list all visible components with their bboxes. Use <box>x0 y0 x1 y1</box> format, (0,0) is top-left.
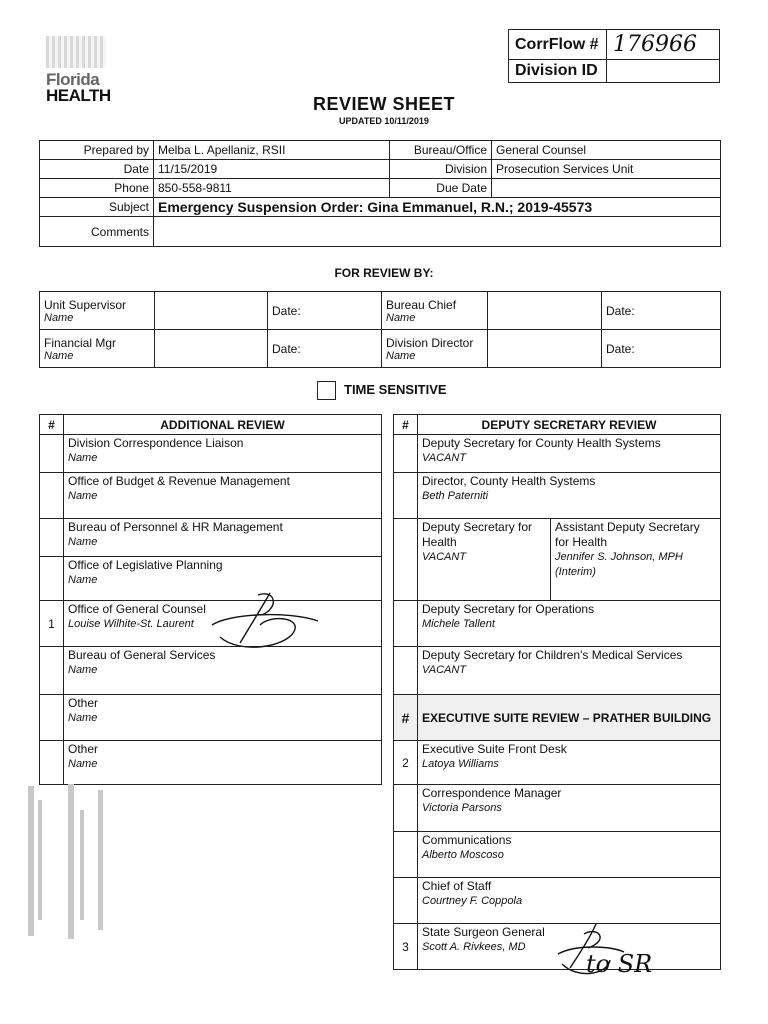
additional-row-num[interactable]: 1 <box>40 601 64 647</box>
bureau-chief-signature[interactable] <box>488 292 602 330</box>
unit-supervisor-name: Name <box>44 311 74 324</box>
row-title: Division Correspondence Liaison <box>68 436 244 450</box>
row-name: Name <box>68 490 98 502</box>
financial-mgr-name: Name <box>44 349 74 362</box>
additional-review-header: ADDITIONAL REVIEW <box>64 415 382 435</box>
exec-row-num[interactable] <box>394 832 418 878</box>
subject-label: Subject <box>40 198 154 217</box>
row-name: VACANT <box>422 664 467 676</box>
exec-row-num[interactable]: 3 <box>394 924 418 970</box>
exec-row-num[interactable]: 2 <box>394 741 418 785</box>
corrflow-label: CorrFlow # <box>509 30 607 60</box>
row-name: Scott A. Rivkees, MD <box>422 941 526 953</box>
deputy-row <box>551 519 721 601</box>
unit-supervisor-date[interactable]: Date: <box>268 292 382 330</box>
unit-supervisor-label: Unit Supervisor <box>44 297 127 312</box>
financial-mgr-date[interactable]: Date: <box>268 330 382 368</box>
row-title: Assistant Deputy Secretary for Health <box>555 520 700 549</box>
received-stamp-icon <box>18 780 118 950</box>
row-title: Director, County Health Systems <box>422 474 596 488</box>
prepared-table <box>39 140 721 247</box>
phone-label: Phone <box>40 179 154 198</box>
bureau-chief-name: Name <box>386 311 416 324</box>
row-title: Bureau of General Services <box>68 648 216 662</box>
row-name: Name <box>68 664 98 676</box>
prepared-by-label: Prepared by <box>40 141 154 160</box>
additional-review-table <box>39 414 382 785</box>
for-review-heading: FOR REVIEW BY: <box>334 266 434 280</box>
row-name: VACANT <box>422 551 467 563</box>
due-date-value[interactable] <box>492 179 721 198</box>
prepared-by-value[interactable]: Melba L. Apellaniz, RSII <box>154 141 390 160</box>
deputy-review-header: DEPUTY SECRETARY REVIEW <box>418 415 721 435</box>
deputy-row-num[interactable] <box>394 601 418 647</box>
phone-value[interactable]: 850-558-9811 <box>154 179 390 198</box>
additional-row-num[interactable] <box>40 741 64 785</box>
row-name: Name <box>68 758 98 770</box>
page-title: REVIEW SHEET <box>312 94 456 114</box>
row-title: Deputy Secretary for Health <box>422 520 533 549</box>
row-title: Bureau of Personnel & HR Management <box>68 520 283 534</box>
division-director-date[interactable]: Date: <box>602 330 721 368</box>
additional-row-num[interactable] <box>40 519 64 557</box>
row-title: Correspondence Manager <box>422 786 562 800</box>
additional-row <box>64 601 382 647</box>
additional-row-num[interactable] <box>40 647 64 695</box>
bureau-chief-label: Bureau Chief <box>386 297 457 312</box>
logo-health: HEALTH <box>46 86 111 105</box>
additional-row <box>64 695 382 741</box>
time-sensitive <box>317 381 447 400</box>
row-name: Jennifer S. Johnson, MPH (Interim) <box>555 551 683 578</box>
exec-hash: # <box>394 695 418 741</box>
time-sensitive-checkbox[interactable] <box>317 381 336 400</box>
additional-row-num[interactable] <box>40 557 64 601</box>
row-title: Office of Budget & Revenue Management <box>68 474 290 488</box>
deputy-row <box>418 519 551 601</box>
additional-hash: # <box>40 415 64 435</box>
financial-mgr-cell <box>40 330 155 368</box>
additional-row <box>64 519 382 557</box>
updated-date: UPDATED 10/11/2019 <box>339 116 429 126</box>
additional-row <box>64 647 382 695</box>
deputy-row-num[interactable] <box>394 519 418 601</box>
division-id-value[interactable] <box>607 60 720 83</box>
row-title: Other <box>68 742 99 756</box>
exec-row <box>418 924 721 970</box>
additional-row <box>64 557 382 601</box>
row-title: Chief of Staff <box>422 879 492 893</box>
exec-row-num[interactable] <box>394 878 418 924</box>
exec-row <box>418 785 721 832</box>
deputy-row <box>418 435 721 473</box>
exec-row <box>418 832 721 878</box>
exec-row-num[interactable] <box>394 785 418 832</box>
row-name: Name <box>68 712 98 724</box>
row-name: Name <box>68 574 98 586</box>
corrflow-value[interactable]: 176966 <box>607 30 720 60</box>
handwritten-to-sr: to SR <box>586 950 653 978</box>
row-name: Alberto Moscoso <box>422 849 504 861</box>
deputy-row-num[interactable] <box>394 435 418 473</box>
row-name: Beth Paterniti <box>422 490 489 502</box>
unit-supervisor-signature[interactable] <box>155 292 268 330</box>
time-sensitive-label: TIME SENSITIVE <box>344 381 447 397</box>
additional-row-num[interactable] <box>40 435 64 473</box>
row-name: Victoria Parsons <box>422 802 502 814</box>
division-value[interactable]: Prosecution Services Unit <box>492 160 721 179</box>
exec-row <box>418 741 721 785</box>
bureau-chief-cell <box>382 292 488 330</box>
date-value[interactable]: 11/15/2019 <box>154 160 390 179</box>
division-director-label: Division Director <box>386 335 474 350</box>
row-title: Deputy Secretary for Children's Medical Services <box>422 648 683 662</box>
logo-florida: Florida <box>46 70 100 89</box>
row-title: Office of Legislative Planning <box>68 558 223 572</box>
additional-row <box>64 473 382 519</box>
financial-mgr-label: Financial Mgr <box>44 335 117 350</box>
bureau-value[interactable]: General Counsel <box>492 141 721 160</box>
row-title: Office of General Counsel <box>68 602 206 616</box>
row-name: Louise Wilhite-St. Laurent <box>68 618 194 630</box>
subject-value[interactable]: Emergency Suspension Order: Gina Emmanuel, R.N.; 2019-45573 <box>154 198 721 217</box>
deputy-row-num[interactable] <box>394 473 418 519</box>
deputy-row <box>418 473 721 519</box>
additional-row-num[interactable] <box>40 695 64 741</box>
exec-row <box>418 878 721 924</box>
comments-value[interactable] <box>154 217 721 247</box>
logo-mark-icon <box>46 36 106 68</box>
row-title: Deputy Secretary for Operations <box>422 602 595 616</box>
financial-mgr-signature[interactable] <box>155 330 268 368</box>
row-name: Courtney F. Coppola <box>422 895 523 907</box>
deputy-row <box>418 647 721 695</box>
due-date-label: Due Date <box>390 179 492 198</box>
row-title: Communications <box>422 833 512 847</box>
row-name: VACANT <box>422 452 467 464</box>
row-name: Michele Tallent <box>422 618 495 630</box>
division-director-signature[interactable] <box>488 330 602 368</box>
bureau-label: Bureau/Office <box>390 141 492 160</box>
row-name: Name <box>68 536 98 548</box>
row-name: Latoya Williams <box>422 758 499 770</box>
date-label: Date <box>40 160 154 179</box>
additional-row <box>64 741 382 785</box>
row-title: Deputy Secretary for County Health Systems <box>422 436 661 450</box>
bureau-chief-date[interactable]: Date: <box>602 292 721 330</box>
deputy-hash: # <box>394 415 418 435</box>
division-director-name: Name <box>386 349 416 362</box>
deputy-row <box>418 601 721 647</box>
row-title: State Surgeon General <box>422 925 545 939</box>
additional-row <box>64 435 382 473</box>
additional-row-num[interactable] <box>40 473 64 519</box>
executive-suite-header: EXECUTIVE SUITE REVIEW – PRATHER BUILDING <box>418 695 721 741</box>
deputy-secretary-review-table <box>393 414 721 970</box>
row-name: Name <box>68 452 98 464</box>
division-id-label: Division ID <box>509 60 607 83</box>
unit-supervisor-cell <box>40 292 155 330</box>
division-label: Division <box>390 160 492 179</box>
review-by-table <box>39 291 721 368</box>
row-title: Other <box>68 696 99 710</box>
comments-label: Comments <box>40 217 154 247</box>
division-director-cell <box>382 330 488 368</box>
corrflow-box <box>508 29 720 83</box>
deputy-row-num[interactable] <box>394 647 418 695</box>
row-title: Executive Suite Front Desk <box>422 742 567 756</box>
